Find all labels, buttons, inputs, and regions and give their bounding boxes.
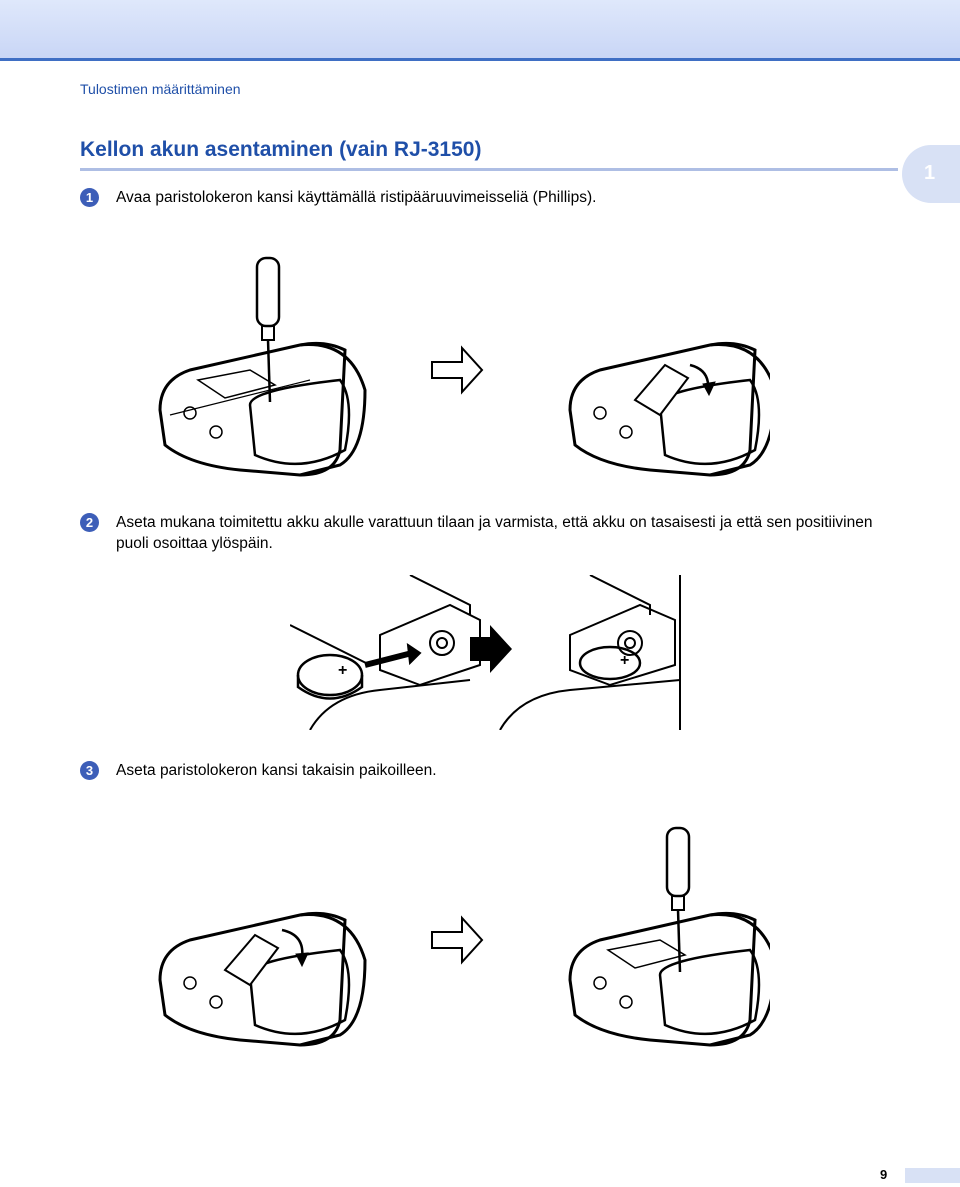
figure-close-cover [150,820,770,1060]
battery-plus-symbol: + [338,662,348,679]
figure-insert-battery [290,575,690,730]
step-text-3: Aseta paristolokeron kansi takaisin paikoilleen. [116,762,437,779]
running-header: Tulostimen määrittäminen [80,81,241,97]
chapter-tab-number: 1 [924,162,936,184]
battery-compartment-before-illustration [290,575,480,730]
arrow-right-outline [432,348,482,392]
page-number: 9 [880,1167,888,1182]
chapter-tab [902,145,960,203]
printer-with-screwdriver-illustration [160,258,365,475]
step-text-2: Aseta mukana toimitettu akku akulle varattuun tilaan ja varmista, että akku on tasaisesti ja että sen positiivinen puoli osoittaa ylöspäin. [116,514,873,552]
step-2 [80,512,900,554]
step-text-1: Avaa paristolokeron kansi käyttämällä ristipääruuvimeisseliä (Phillips). [116,189,597,206]
figure-open-cover [150,250,770,490]
printer-cover-opened-illustration [570,343,770,475]
page-footer-bar [905,1168,960,1183]
title-rule [80,168,898,171]
step-number-3: 3 [80,761,99,780]
top-header-band [0,0,960,61]
printer-with-screwdriver-closed-illustration [570,828,770,1045]
step-3 [80,760,900,781]
section-title: Kellon akun asentaminen (vain RJ-3150) [80,138,482,161]
step-number-1: 1 [80,188,99,207]
printer-cover-closing-illustration [160,913,365,1045]
arrow-right-outline [432,918,482,962]
step-number-2: 2 [80,513,99,532]
step-1 [80,187,900,208]
battery-compartment-after-illustration [500,575,680,730]
battery-plus-symbol-installed: + [620,652,630,669]
